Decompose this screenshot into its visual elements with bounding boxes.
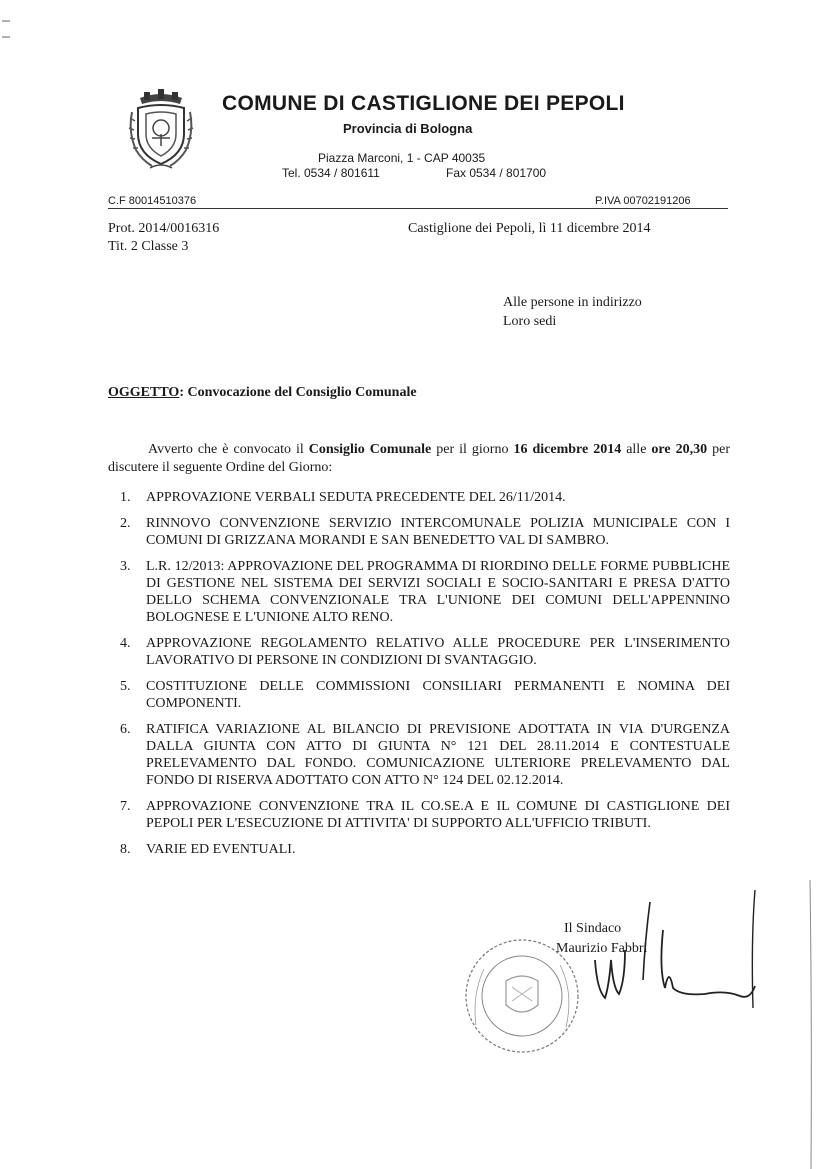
agenda-item (108, 678, 730, 712)
agenda-list (108, 489, 730, 867)
classification: Tit. 2 Classe 3 (108, 239, 189, 254)
intro-text: alle (621, 442, 652, 457)
subject-label: OGGETTO (108, 385, 180, 400)
fiscal-code: C.F 80014510376 (108, 195, 197, 207)
municipal-crest-icon (126, 88, 196, 172)
municipality-title: COMUNE DI CASTIGLIONE DEI PEPOLI (222, 92, 625, 115)
agenda-item-number: 3. (120, 559, 131, 574)
agenda-item-number: 6. (120, 722, 131, 737)
agenda-item-number: 4. (120, 636, 131, 651)
intro-date: 16 dicembre 2014 (513, 442, 622, 457)
agenda-item-text: RATIFICA VARIAZIONE AL BILANCIO DI PREVISIONE ADOTTATA IN VIA D'URGENZA DALLA GIUNTA CON ATTO DI GIUNTA N° 121 DEL 28.11.2014 E CONTESTUALE PRELEVAMENTO DAL FONDO. COMUNICAZIONE ULTERIORE PRELEVAMENTO DAL FONDO DI RISERVA ADOTTATO CON ATTO N° 124 DEL 02.12.2014. (146, 722, 730, 788)
agenda-item-text: APPROVAZIONE REGOLAMENTO RELATIVO ALLE PROCEDURE PER L'INSERIMENTO LAVORATIVO DI PERSONE IN CONDIZIONI DI SVANTAGGIO. (146, 636, 730, 668)
agenda-item-text: APPROVAZIONE VERBALI SEDUTA PRECEDENTE DEL 26/11/2014. (146, 490, 566, 505)
agenda-item (108, 635, 730, 669)
agenda-item (108, 489, 730, 506)
recipients-line-2: Loro sedi (503, 314, 557, 329)
place-and-date: Castiglione dei Pepoli, lì 11 dicembre 2014 (408, 221, 651, 236)
agenda-item-number: 7. (120, 799, 131, 814)
fax-number: Fax 0534 / 801700 (446, 166, 547, 180)
agenda-item (108, 558, 730, 626)
scan-edge-line (806, 880, 818, 1169)
agenda-item-number: 2. (120, 516, 131, 531)
vat-number: P.IVA 00702191206 (595, 195, 691, 207)
protocol-number: Prot. 2014/0016316 (108, 221, 220, 236)
scan-corner-mark (0, 15, 14, 45)
agenda-item (108, 515, 730, 549)
intro-council: Consiglio Comunale (308, 442, 432, 457)
agenda-item (108, 841, 730, 858)
intro-text: per discutere il seguente Ordine del Giorno: (108, 442, 730, 475)
province-name: Provincia di Bologna (343, 121, 473, 136)
address-line: Piazza Marconi, 1 - CAP 40035 (318, 151, 486, 165)
agenda-item-text: COSTITUZIONE DELLE COMMISSIONI CONSILIARI PERMANENTI E NOMINA DEI COMPONENTI. (146, 679, 730, 711)
agenda-item-text: APPROVAZIONE CONVENZIONE TRA IL CO.SE.A E IL COMUNE DI CASTIGLIONE DEI PEPOLI PER L'ESECUZIONE DI ATTIVITA' DI SUPPORTO ALL'UFFICIO TRIBUTI. (146, 799, 730, 831)
subject-text: : Convocazione del Consiglio Comunale (179, 385, 417, 400)
header-divider (108, 208, 728, 209)
agenda-item-text: L.R. 12/2013: APPROVAZIONE DEL PROGRAMMA DI RIORDINO DELLE FORME PUBBLICHE DI GESTIONE NEL SISTEMA DEI SERVIZI SOCIALI E SOCIO-SANITARI E PRESA D'ATTO DELLO SCHEMA CONVENZIONALE TRA L'UNIONE DEI COMUNI DELL'APPENNINO BOLOGNESE E L'UNIONE ALTO RENO. (146, 559, 730, 625)
agenda-item-number: 5. (120, 679, 131, 694)
intro-text: Avverto che è convocato il (148, 442, 309, 457)
agenda-item-number: 8. (120, 842, 131, 857)
signatory-name: Maurizio Fabbri (556, 941, 648, 956)
intro-time: ore 20,30 (651, 442, 708, 457)
agenda-item (108, 721, 730, 789)
intro-paragraph (108, 441, 730, 477)
agenda-item-text: VARIE ED EVENTUALI. (146, 842, 296, 857)
intro-text: per il giorno (431, 442, 514, 457)
agenda-item-number: 1. (120, 490, 131, 505)
signatory-title: Il Sindaco (564, 921, 622, 936)
agenda-item (108, 798, 730, 832)
telephone-number: Tel. 0534 / 801611 (282, 166, 380, 180)
subject-line (108, 385, 417, 401)
agenda-item-text: RINNOVO CONVENZIONE SERVIZIO INTERCOMUNALE POLIZIA MUNICIPALE CON I COMUNI DI GRIZZANA MORANDI E SAN BENEDETTO VAL DI SAMBRO. (146, 516, 730, 548)
recipients-line-1: Alle persone in indirizzo (503, 295, 642, 310)
